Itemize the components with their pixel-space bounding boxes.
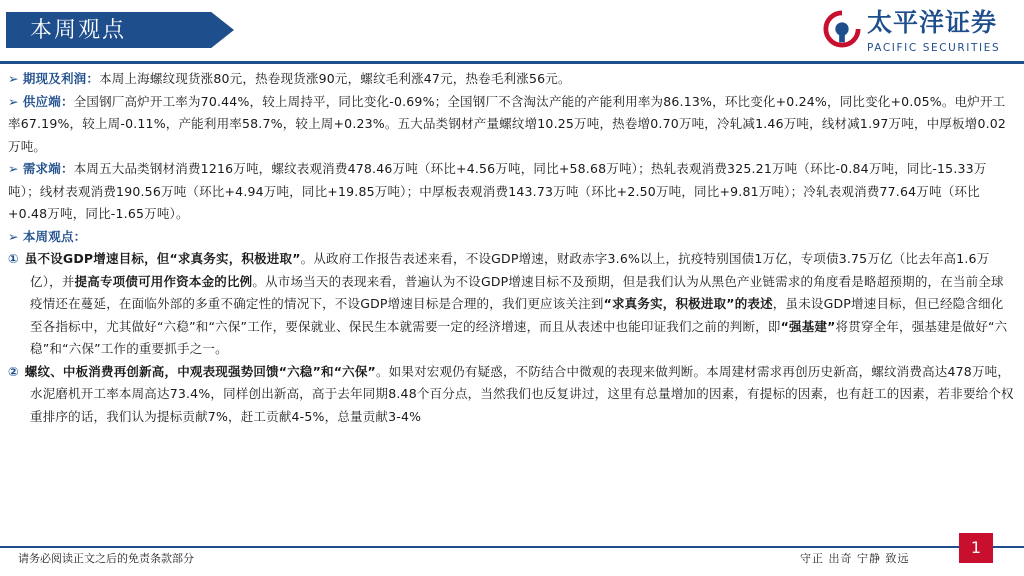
arrow-bullet-icon: ➢ [8,161,23,176]
arrow-bullet-icon: ➢ [8,71,23,86]
pacific-logo-icon [823,10,861,48]
view-heading [8,226,1014,249]
report-body [8,68,1014,428]
footer-divider [0,546,1024,548]
point-two [8,361,1014,429]
page-number: 1 [959,533,993,563]
view-label: 本周观点： [22,228,87,244]
disclaimer-note: 请务必阅读正文之后的免责条款部分 [18,552,194,565]
point-one-bold-a: 提高专项债可用作资本金的比例 [74,273,253,289]
header-divider [0,61,1024,64]
point-one-bold-b: “求真务实，积极进取”的表述 [603,296,773,311]
page-title: 本周观点 [30,18,127,43]
point-one-number: ① [8,251,19,266]
logo-chinese-name: 太平洋证券 [867,8,998,37]
price-label: 期现及利润： [22,71,100,86]
supply-text: 全国钢厂高炉开工率为70.44%，较上周持平，同比变化-0.69%；全国钢厂不含淘汰产能的产能利用率为86.13%，环比变化+0.24%，同比变化+0.05%。电炉开工率67.19%，较上周-0.11%，产能利用率58.7%，较上周+0.23%。五大品类钢材产量螺纹增10.25万吨，热卷增0.70万吨，冷轧减1.46万吨，线材减1.97万吨，中厚板增0.02万吨。 [8,93,1007,154]
point-one-text-b: 。从市场当天的表现来看，普遍认为不设GDP增速目标不及预期，但是我们认为从黑色产业链需求的角度看是略超预期的，在当前全球疫情还在蔓延，在面临外部的多重不确定性的情况下，不设GDP增速目标是合理的，我们更应该关注到 [30,273,1004,311]
supply-section [8,91,1014,159]
point-two-title: 螺纹、中板消费再创新高，中观表现强势回馈“六稳”和“六保” [24,363,376,379]
logo-english-name: PACIFIC SECURITIES [867,42,1001,54]
point-one-title: 虽不设GDP增速目标，但“求真务实，积极进取” [24,251,301,266]
demand-label: 需求端： [22,161,74,176]
point-one [8,248,1014,361]
demand-section [8,158,1014,226]
arrow-bullet-icon: ➢ [8,228,23,244]
point-one-text-d: 将贯穿全年，强基建是做好“六稳”和“六保”工作的重要抓手之一。 [30,318,1008,356]
point-one-text-c: ，虽未设GDP增速目标，但已经隐含细化至各指标中，尤其做好“六稳”和“六保”工作，要保就业、保民生本就需要一定的经济增速，而且从表述中也能印证我们之前的判断，即 [30,296,1004,334]
price-text: 本周上海螺纹现货涨80元，热卷现货涨90元，螺纹毛利涨47元，热卷毛利涨56元。 [99,71,571,86]
supply-label: 供应端： [22,93,74,109]
point-one-text-a: 。从政府工作报告表述来看，不设GDP增速，财政赤字3.6%以上，抗疫特别国债1万亿，专项债3.75万亿（比去年高1.6万亿），并 [30,251,990,289]
arrow-bullet-icon: ➢ [8,93,23,109]
point-two-text: 。如果对宏观仍有疑惑，不防结合中微观的表现来做判断。本周建材需求再创历史新高，螺纹消费高达478万吨，水泥磨机开工率本周高达73.4%，同样创出新高，高于去年同期8.48个百分点，当然我们也反复讲过，这里有总量增加的因素，有提标的因素，也有赶工的因素，若非要给个权重排序的话，我们认为提标贡献7%，赶工贡献4-5%，总量贡献3-4% [30,363,1014,424]
price-section [8,68,1014,91]
company-logo [823,8,1023,58]
demand-text: 本周五大品类钢材消费1216万吨，螺纹表观消费478.46万吨（环比+4.56万吨，同比+58.68万吨）；热轧表观消费325.21万吨（环比-0.84万吨，同比-15.33万吨）；线材表观消费190.56万吨（环比+4.94万吨，同比+19.85万吨）；中厚板表观消费143.73万吨（环比+2.50万吨，同比+9.81万吨）；冷轧表观消费77.64万吨（环比+0.48万吨，同比-1.65万吨）。 [8,161,987,221]
company-motto: 守正 出奇 宁静 致远 [800,552,910,565]
point-two-number: ② [8,363,19,379]
point-one-bold-c: “强基建” [780,318,836,334]
